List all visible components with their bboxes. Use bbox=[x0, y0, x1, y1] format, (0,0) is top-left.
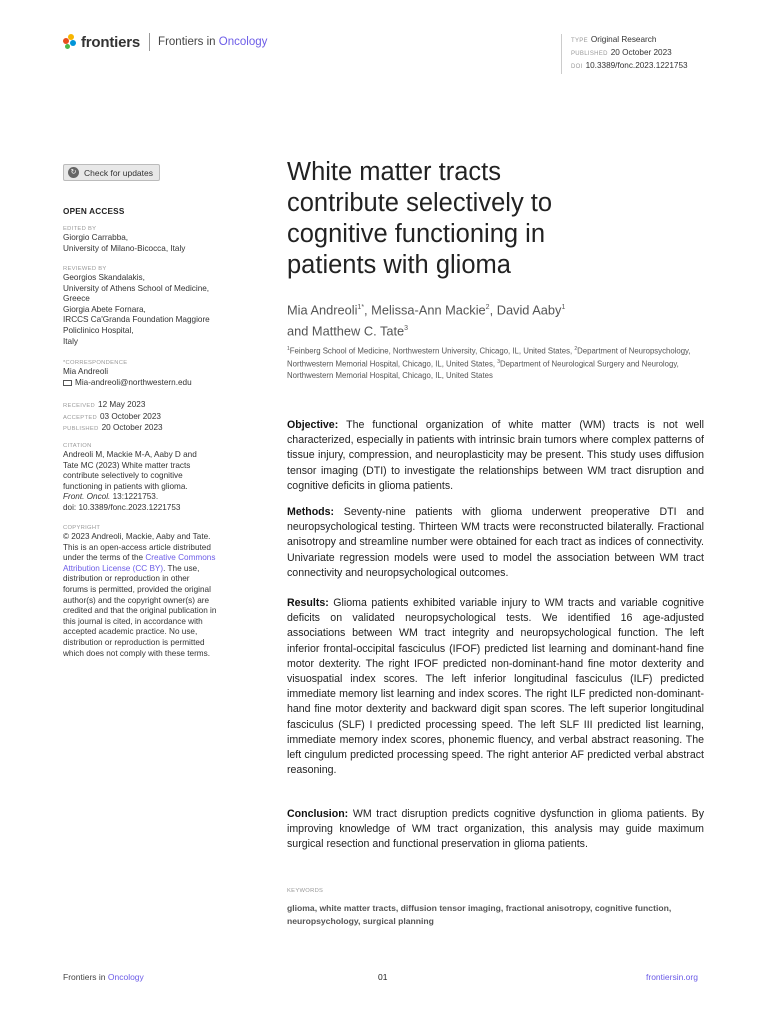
check-updates-label: Check for updates bbox=[84, 167, 153, 178]
author-list: Mia Andreoli$^{1*}$, Melissa-Ann Mackie$^2$, David Aaby$^1$ and Matthew C. Tate$^3$ bbox=[287, 302, 566, 339]
brand-name: frontiers bbox=[81, 33, 141, 51]
article-meta bbox=[561, 34, 688, 74]
meta-published: PUBLISHED 20 October 2023 bbox=[571, 48, 672, 58]
correspondence: *CORRESPONDENCE Mia Andreoli Mia-andreoli@northwestern.edu bbox=[63, 359, 243, 388]
cc-license-link-2[interactable]: Attribution License (CC BY) bbox=[63, 563, 164, 573]
abstract-objective: Objective: The functional organization of white matter (WM) tracts is not well characterized, especially in patients with intrinsic brain tumors where complex patterns of tissue injury, compression, and neuroplasticity may be present. This study uses diffusion tensor imaging (DTI) to investigate the relationships between WM tract disruption and cognitive deficits in glioma patients. bbox=[287, 419, 704, 492]
abstract-conclusion: Conclusion: WM tract disruption predicts cognitive dysfunction in glioma patients. By improving knowledge of WM tract organization, this analysis may guide maximum surgical resection and functional preservation in glioma patients. bbox=[287, 808, 704, 851]
open-access-label: OPEN ACCESS bbox=[63, 207, 125, 216]
frontiers-logo[interactable] bbox=[63, 33, 267, 51]
edited-by: EDITED BY Giorgio Carrabba, University of Milano-Bicocca, Italy bbox=[63, 226, 186, 253]
author: Mia Andreoli bbox=[287, 302, 358, 318]
keywords-label: KEYWORDS bbox=[287, 888, 324, 894]
meta-doi[interactable]: DOI 10.3389/fonc.2023.1221753 bbox=[571, 61, 688, 71]
abstract-results: Results: Glioma patients exhibited variable injury to WM tracts and variable cognitive deficits on validated neuropsychological tests. We identified 16 age-adjusted associations between WM tract integrity and neuropsychological function. The left inferior frontal-occipital fasciculus (IFOF) predicted list learning and dominant-hand fine motor dexterity. The right IFOF predicted non-dominant-hand fine motor dexterity and visuospatial index scores. The left inferior longitudinal fasciculus (ILF) predicted immediate memory list learning and index scores. The right ILF predicted non-dominant-hand fine motor dexterity and backward digit span scores. The left superior longitudinal fasciculus (SLF) I predicted processing speed. The left SLF III predicted list learning, immediate memory index scores, phonemic fluency, and verbal abstract reasoning. The left cingulum predicted processing speed. The right anterior AF predicted verbal abstract reasoning. bbox=[287, 597, 704, 777]
meta-type: TYPE Original Research bbox=[571, 35, 657, 44]
affiliations: $^1$Feinberg School of Medicine, Northwestern University, Chicago, IL, United States, $^2$Department of Neuropsychology, Northwestern Memorial Hospital, Chicago, IL, United States, $^3$Department of Neurological Surgery and Neurology, Northwestern Memorial Hospital, Chicago, IL, United States bbox=[287, 346, 691, 380]
copyright: COPYRIGHT © 2023 Andreoli, Mackie, Aaby and Tate. This is an open-access article distributed under the terms of the Creative Commons Attribution License (CC BY). The use, distribution or reproduction in other forums is permitted, provided the original author(s) and the copyright owner(s) are credited and that the original publication in this journal is cited, in accordance with accepted academic practice. No use, distribution or reproduction is permitted which does not comply with these terms. bbox=[63, 525, 217, 658]
footer-journal[interactable]: Frontiers in Oncology bbox=[63, 972, 144, 982]
mail-icon bbox=[63, 380, 72, 386]
email-link[interactable]: Mia-andreoli@northwestern.edu bbox=[63, 378, 243, 389]
footer-site-link[interactable]: frontiersin.org bbox=[646, 972, 698, 982]
page-number: 01 bbox=[378, 972, 388, 982]
check-for-updates-button[interactable] bbox=[63, 164, 160, 181]
cc-license-link[interactable]: Creative Commons bbox=[145, 553, 216, 563]
abstract-methods: Methods: Seventy-nine patients with glioma underwent preoperative DTI and neuropsychological testing. Thirteen WM tracts were reconstructed bilaterally. Fractional anisotropy and streamline number were obtained for each tract as indices of connectivity. Univariate regression models were used to model the association between WM tract connectivity and neuropsychological outcomes. bbox=[287, 506, 704, 579]
author: David Aaby bbox=[496, 302, 562, 318]
dates: RECEIVED 12 May 2023 ACCEPTED 03 October 2023 PUBLISHED 20 October 2023 bbox=[63, 400, 163, 433]
journal-name[interactable]: Frontiers in Oncology bbox=[158, 36, 268, 48]
citation: CITATION Andreoli M, Mackie M-A, Aaby D and Tate MC (2023) White matter tracts contribute selectively to cognitive functioning in patients with glioma. Front. Oncol. 13:1221753. doi: 10.3389/fonc.2023.1221753 bbox=[63, 443, 197, 512]
update-icon: ↻ bbox=[68, 167, 79, 178]
logo-divider bbox=[149, 33, 150, 51]
author: Melissa-Ann Mackie bbox=[371, 302, 486, 318]
reviewed-by: REVIEWED BY Georgios Skandalakis, University of Athens School of Medicine, Greece Giorgia Abete Fornara, IRCCS Ca'Granda Foundation Maggiore Policlinico Hospital, Italy bbox=[63, 266, 210, 346]
article-title: White matter tracts contribute selectively to cognitive functioning in patients with glioma bbox=[287, 158, 553, 279]
author: Matthew C. Tate bbox=[311, 323, 405, 339]
frontiers-logo-icon bbox=[63, 34, 77, 50]
keywords: glioma, white matter tracts, diffusion tensor imaging, fractional anisotropy, cognitive function, neuropsychology, surgical planning bbox=[287, 903, 672, 926]
